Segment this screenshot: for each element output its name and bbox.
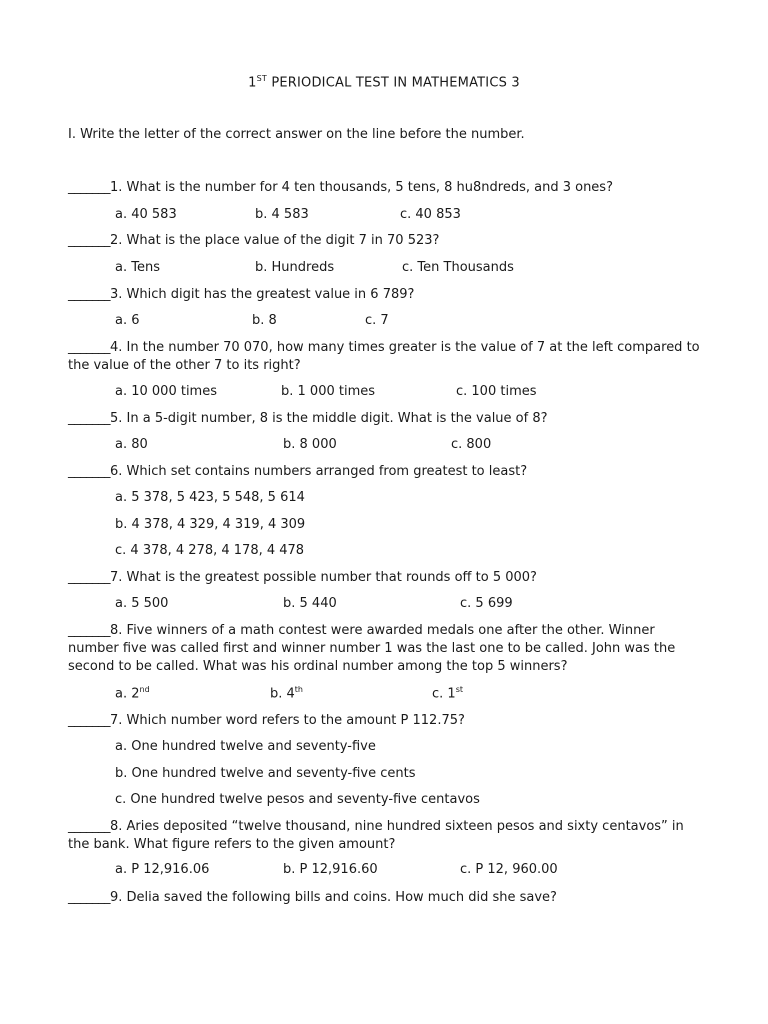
option-a: a. Tens — [115, 260, 160, 275]
question-11 — [68, 889, 708, 907]
title-superscript: ST — [256, 74, 267, 83]
option-b: b. Hundreds — [255, 260, 335, 275]
question-text: 4. In the number 70 070, how many times greater is the value of 7 at the left compared to the value of the other 7 to its right? — [68, 340, 700, 373]
option-b: b. 4 583 — [255, 207, 309, 222]
option-b: b. 8 000 — [283, 437, 337, 452]
option-b: b. 5 440 — [283, 596, 337, 611]
question-text: 1. What is the number for 4 ten thousands, 5 tens, 8 hu8ndreds, and 3 ones? — [110, 180, 613, 195]
instructions: I. Write the letter of the correct answer on the line before the number. — [68, 127, 525, 142]
title-prefix: 1 — [248, 75, 257, 91]
answer-blank[interactable]: _______ — [68, 464, 110, 479]
option-a: a. 6 — [115, 313, 140, 328]
answer-blank[interactable]: _______ — [68, 570, 110, 585]
option-b: b. P 12,916.60 — [283, 862, 378, 877]
option-b: b. 8 — [252, 313, 277, 328]
question-5 — [68, 410, 708, 428]
answer-blank[interactable]: _______ — [68, 180, 110, 195]
question-4 — [68, 339, 708, 375]
option-a: a. P 12,916.06 — [115, 862, 210, 877]
question-1 — [68, 179, 708, 197]
question-text: 7. What is the greatest possible number that rounds off to 5 000? — [110, 570, 537, 585]
option-b: b. 4th — [270, 685, 304, 702]
question-9 — [68, 712, 708, 730]
option-c: c. 800 — [451, 437, 492, 452]
option-c: c. 7 — [365, 313, 389, 328]
question-text: 7. Which number word refers to the amount P 112.75? — [110, 713, 465, 728]
question-text: 6. Which set contains numbers arranged from greatest to least? — [110, 464, 528, 479]
answer-blank[interactable]: _______ — [68, 713, 110, 728]
option-b: b. One hundred twelve and seventy-five cents — [115, 766, 416, 781]
title-rest: PERIODICAL TEST IN MATHEMATICS 3 — [266, 75, 520, 91]
option-a: a. One hundred twelve and seventy-five — [115, 739, 376, 754]
question-text: 5. In a 5-digit number, 8 is the middle digit. What is the value of 8? — [110, 411, 548, 426]
option-a: a. 2nd — [115, 685, 150, 702]
answer-blank[interactable]: _______ — [68, 233, 110, 248]
option-c: c. 1st — [432, 685, 463, 702]
option-a: a. 40 583 — [115, 207, 177, 222]
question-text: 2. What is the place value of the digit 7 in 70 523? — [110, 233, 440, 248]
question-10 — [68, 818, 708, 854]
option-c: c. 4 378, 4 278, 4 178, 4 478 — [115, 543, 305, 558]
answer-blank[interactable]: _______ — [68, 890, 110, 905]
question-text: 3. Which digit has the greatest value in 6 789? — [110, 287, 415, 302]
option-c: c. 100 times — [456, 384, 537, 399]
question-2 — [68, 232, 708, 250]
question-3 — [68, 286, 708, 304]
option-c: c. 40 853 — [400, 207, 461, 222]
answer-blank[interactable]: _______ — [68, 819, 110, 834]
option-c: c. 5 699 — [460, 596, 513, 611]
option-a: a. 10 000 times — [115, 384, 217, 399]
answer-blank[interactable]: _______ — [68, 623, 110, 638]
question-text: 8. Five winners of a math contest were awarded medals one after the other. Winner number five was called first and winner number 1 was the last one to be called. John was the second to be called. What was his ordinal number among the top 5 winners? — [68, 623, 676, 674]
option-a: a. 80 — [115, 437, 148, 452]
option-c: c. One hundred twelve pesos and seventy-five centavos — [115, 792, 480, 807]
option-b: b. 4 378, 4 329, 4 319, 4 309 — [115, 517, 306, 532]
option-b: b. 1 000 times — [281, 384, 376, 399]
question-text: 9. Delia saved the following bills and coins. How much did she save? — [110, 890, 557, 905]
option-c: c. Ten Thousands — [402, 260, 514, 275]
question-8 — [68, 622, 708, 676]
question-7 — [68, 569, 708, 587]
answer-blank[interactable]: _______ — [68, 411, 110, 426]
option-a: a. 5 500 — [115, 596, 169, 611]
answer-blank[interactable]: _______ — [68, 287, 110, 302]
answer-blank[interactable]: _______ — [68, 340, 110, 355]
question-6 — [68, 463, 708, 481]
question-text: 8. Aries deposited “twelve thousand, nine hundred sixteen pesos and sixty centavos” in the bank. What figure refers to the given amount? — [68, 819, 684, 852]
option-a: a. 5 378, 5 423, 5 548, 5 614 — [115, 490, 305, 505]
page-title — [0, 74, 768, 90]
option-c: c. P 12, 960.00 — [460, 862, 558, 877]
